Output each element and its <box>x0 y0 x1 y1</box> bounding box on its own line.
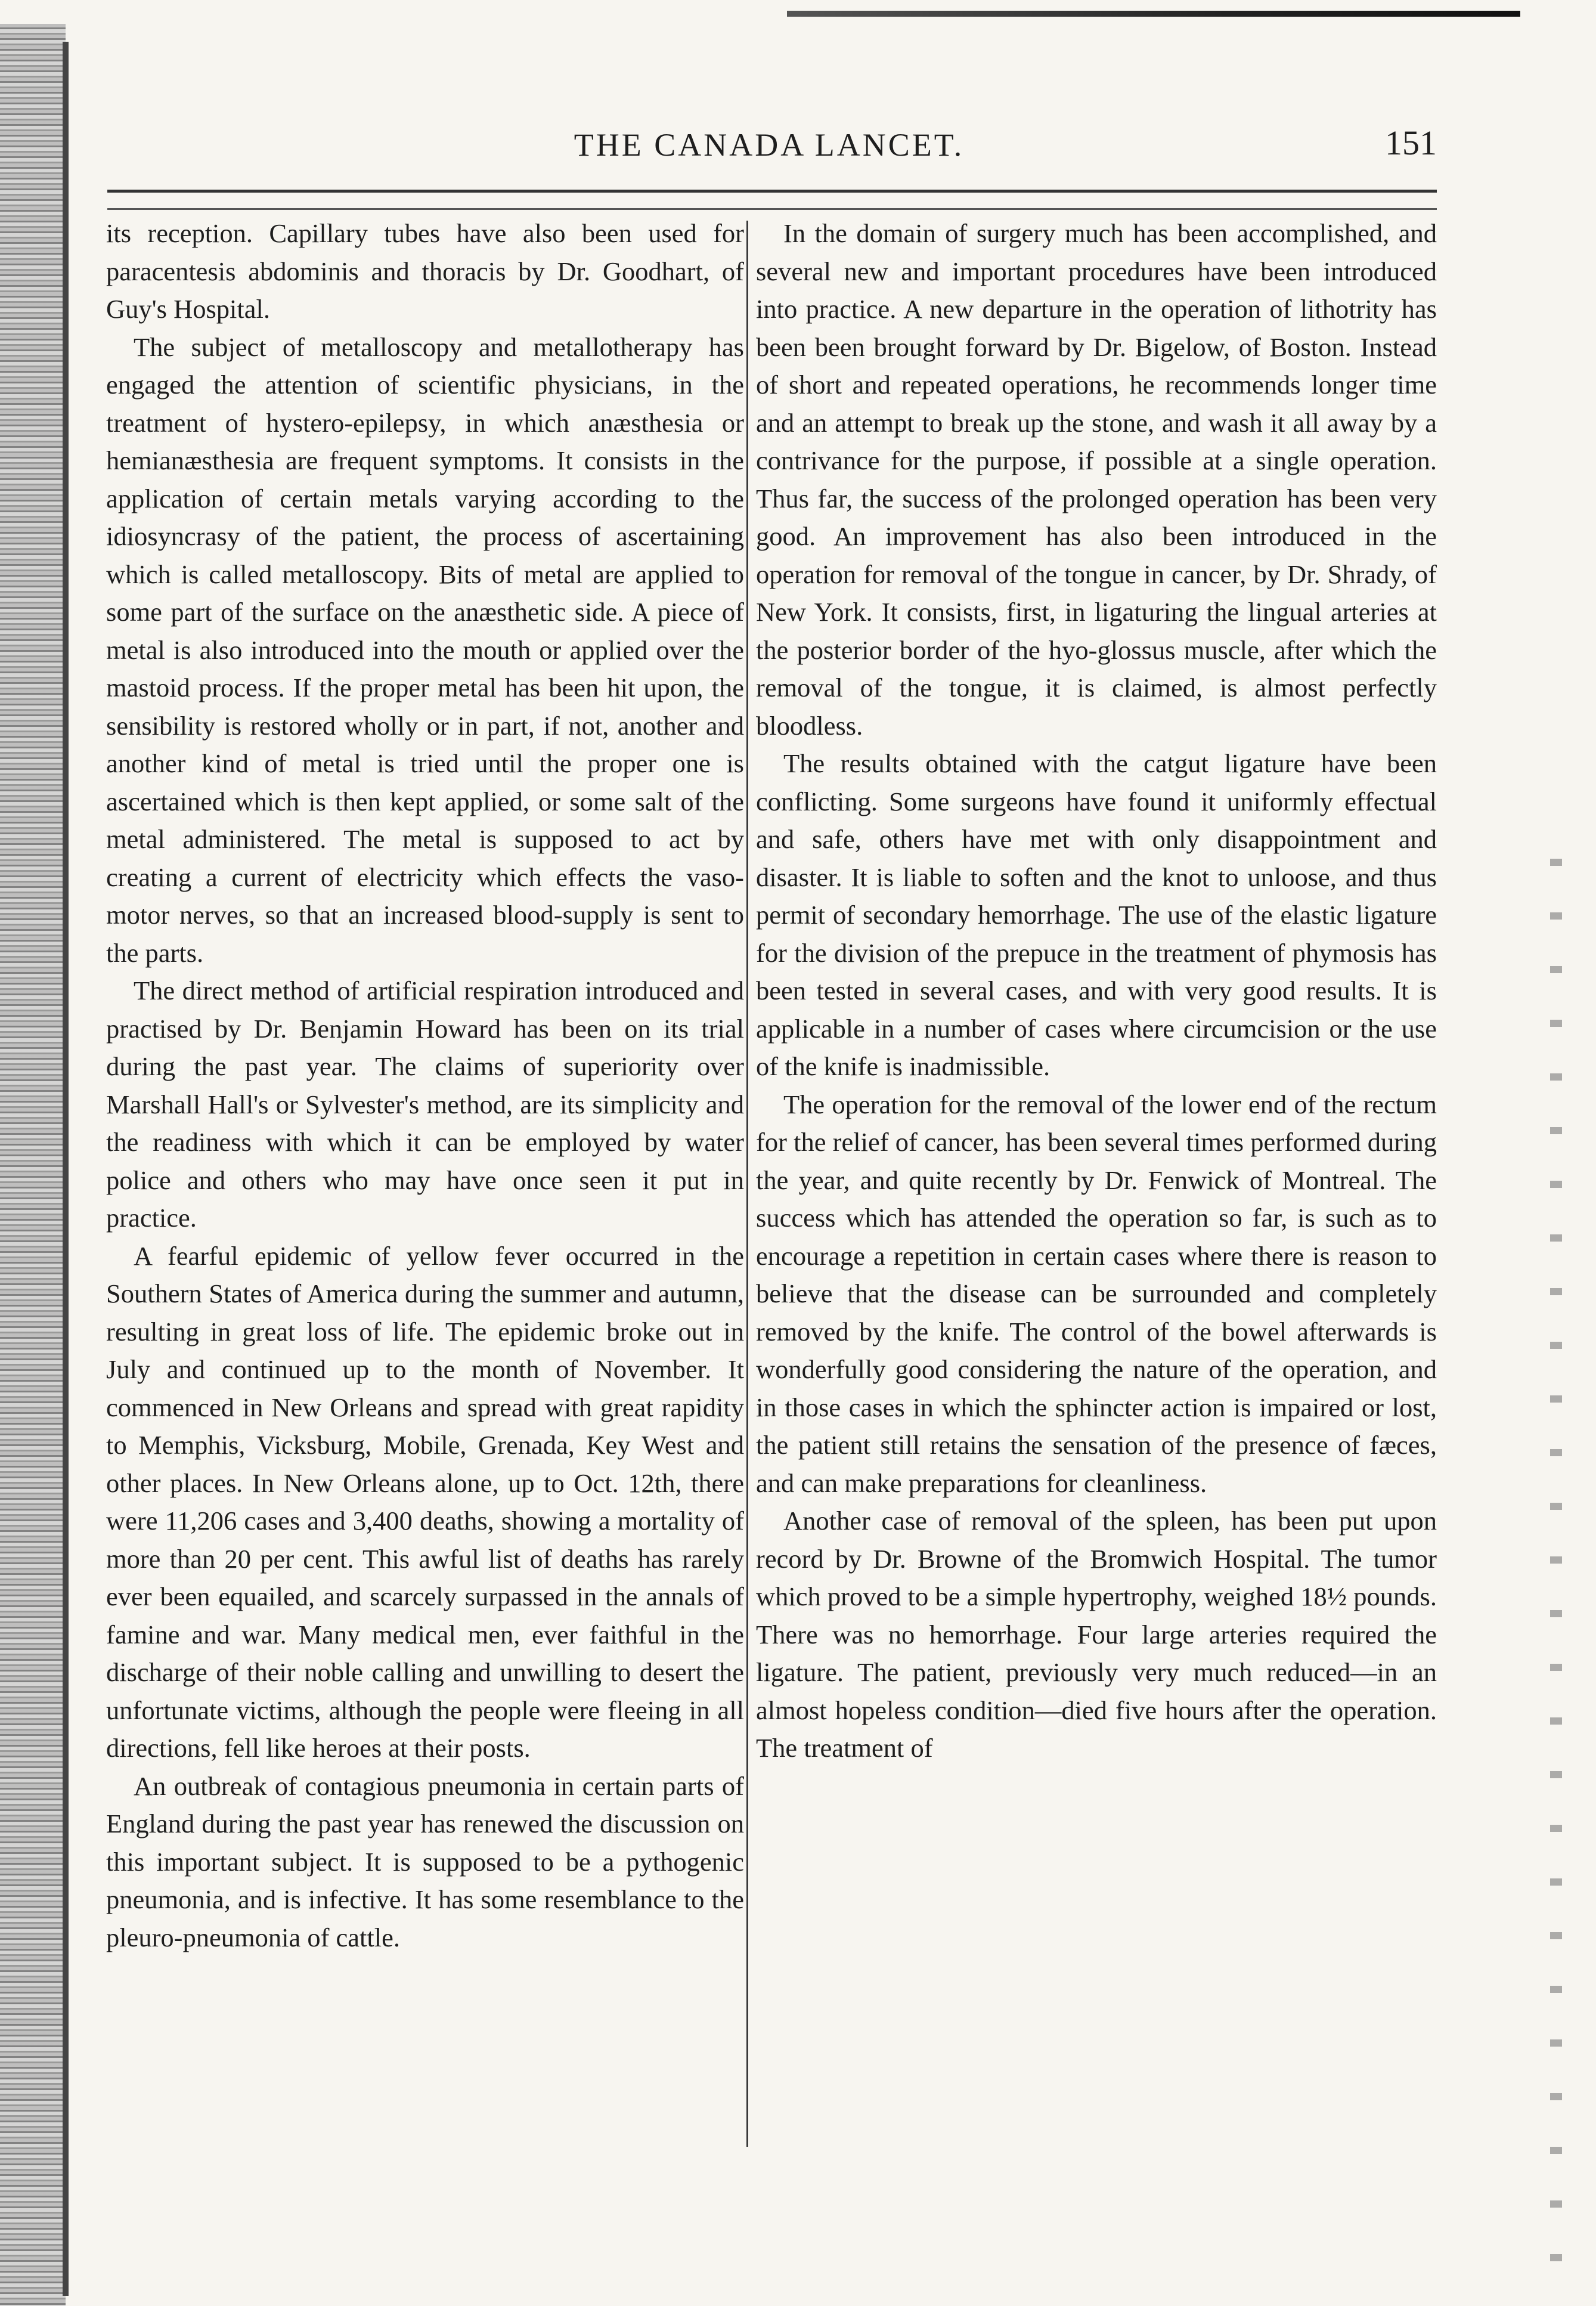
page-binding-line <box>63 42 69 2296</box>
right-column <box>756 215 1437 1768</box>
paragraph: The subject of metalloscopy and metallotherapy has engaged the attention of scientific physicians, in the treatment of hystero-epilepsy, in which anæsthesia or hemianæsthesia are frequent symptoms. It consists in the application of certain metals varying according to the idiosyncrasy of the patient, the process of ascertaining which is called metalloscopy. Bits of metal are applied to some part of the surface on the anæsthetic side. A piece of metal is also introduced into the mouth or applied over the mastoid process. If the proper metal has been hit upon, the sensibility is restored wholly or in part, if not, another and another kind of metal is tried until the proper one is ascertained which is then kept applied, or some salt of the metal administered. The metal is supposed to act by creating a current of electricity which effects the vaso-motor nerves, so that an increased blood-supply is sent to the parts. <box>106 332 744 968</box>
left-column <box>106 215 744 1957</box>
paragraph: An outbreak of contagious pneumonia in certain parts of England during the past year has renewed the discussion on this important subject. It is supposed to be a pythogenic pneumonia, and is infective. It has some resemblance to the pleuro-pneumonia of cattle. <box>106 1770 744 1952</box>
paragraph: Another case of removal of the spleen, has been put upon record by Dr. Browne of the Bromwich Hospital. The tumor which proved to be a simple hypertrophy, weighed 18½ pounds. There was no hemorrhage. Four large arteries required the ligature. The patient, previously very much reduced—in an almost hopeless condition—died five hours after the operation. The treatment of <box>756 1506 1437 1763</box>
column-divider <box>746 221 748 2147</box>
top-edge-rule <box>787 11 1520 17</box>
page-number: 151 <box>1385 123 1437 162</box>
page-binding-edge <box>0 24 66 2306</box>
paragraph: The results obtained with the catgut ligature have been conflicting. Some surgeons have found it uniformly effectual and safe, others have met with only disappointment and disaster. It is liable to soften and the knot to unloose, and thus permit of secondary hemorrhage. The use of the elastic ligature for the division of the prepuce in the treatment of phymosis has been tested in several cases, and with very good results. It is applicable in a number of cases where circumcision or the use of the knife is inadmissible. <box>756 748 1437 1081</box>
paragraph: The operation for the removal of the lower end of the rectum for the relief of cancer, has been several times performed during the year, and quite recently by Dr. Fenwick of Montreal. The success which has attended the operation so far, is such as to encourage a repetition in certain cases where there is reason to believe that the disease can be surrounded and completely removed by the knife. The control of the bowel afterwards is wonderfully good considering the nature of the operation, and in those cases in which the sphincter action is impaired or lost, the patient still retains the sensation of the presence of fæces, and can make preparations for cleanliness. <box>756 1089 1437 1498</box>
header-rule <box>107 190 1437 210</box>
paragraph: its reception. Capillary tubes have also been used for paracentesis abdominis and thoracis by Dr. Goodhart, of Guy's Hospital. <box>106 218 744 324</box>
right-margin-marks <box>1550 835 1562 2266</box>
running-head: THE CANADA LANCET. <box>574 127 965 163</box>
paragraph: The direct method of artificial respiration introduced and practised by Dr. Benjamin Howard has been on its trial during the past year. The claims of superiority over Marshall Hall's or Sylvester's method, are its simplicity and the readiness with which it can be employed by water police and others who may have once seen it put in practice. <box>106 976 744 1233</box>
paragraph: In the domain of surgery much has been accomplished, and several new and important procedures have been introduced into practice. A new departure in the operation of lithotrity has been been brought forward by Dr. Bigelow, of Boston. Instead of short and repeated operations, he recommends longer time and an attempt to break up the stone, and wash it all away by a contrivance for the purpose, if possible at a single operation. Thus far, the success of the prolonged operation has been very good. An improvement has also been introduced in the operation for removal of the tongue in cancer, by Dr. Shrady, of New York. It consists, first, in ligaturing the lingual arteries at the posterior border of the hyo-glossus muscle, after which the removal of the tongue, it is claimed, is almost perfectly bloodless. <box>756 218 1437 741</box>
paragraph: A fearful epidemic of yellow fever occurred in the Southern States of America during the summer and autumn, resulting in great loss of life. The epidemic broke out in July and continued up to the month of November. It commenced in New Orleans and spread with great rapidity to Memphis, Vicksburg, Mobile, Grenada, Key West and other places. In New Orleans alone, up to Oct. 12th, there were 11,206 cases and 3,400 deaths, showing a mortality of more than 20 per cent. This awful list of deaths has rarely ever been equailed, and scarcely surpassed in the annals of famine and war. Many medical men, ever faithful in the discharge of their noble calling and unwilling to desert the unfortunate victims, although the people were fleeing in all directions, fell like heroes at their posts. <box>106 1240 744 1763</box>
